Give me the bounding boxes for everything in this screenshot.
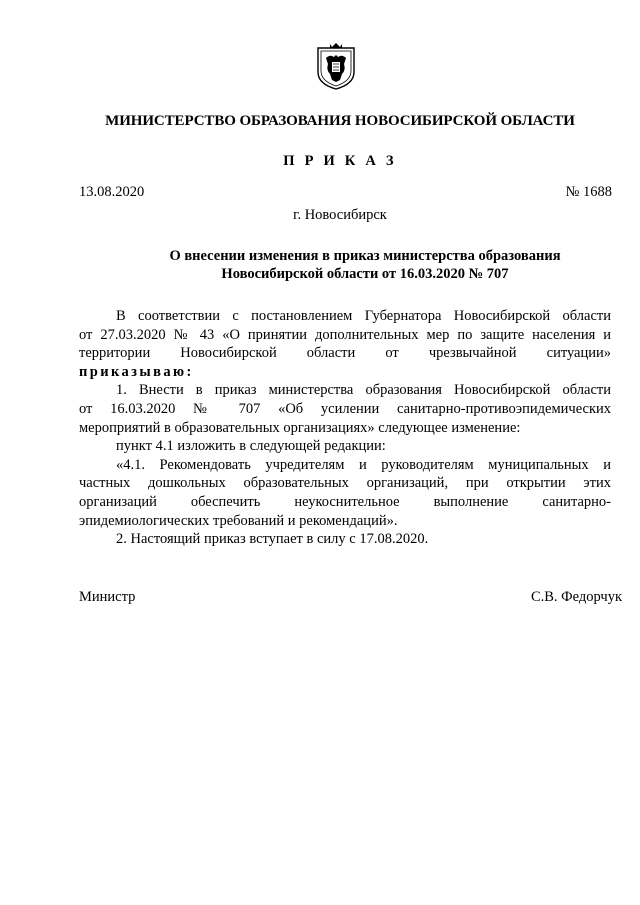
clause-line-1: «4.1. Рекомендовать учредителям и руководителям муниципальных и: [116, 456, 611, 473]
document-body: [79, 307, 611, 549]
signatory-name: С.В. Федорчук: [530, 589, 622, 605]
clause-line-3: организаций обеспечить неукоснительное выполнение санитарно-: [79, 493, 611, 510]
ministry-title: МИНИСТЕРСТВО ОБРАЗОВАНИЯ НОВОСИБИРСКОЙ ОБЛАСТИ: [105, 113, 575, 129]
clause-intro: пункт 4.1 изложить в следующей редакции:: [116, 438, 386, 455]
intro-line-2: от 27.03.2020 № 43 «О принятии дополнительных мер по защите населения и: [79, 326, 611, 343]
item1-line-1: 1. Внести в приказ министерства образования Новосибирской области: [116, 382, 611, 399]
clause-line-2: частных дошкольных образовательных организаций, при открытии этих: [79, 475, 611, 492]
subject-line-2: Новосибирской области от 16.03.2020 № 707: [221, 266, 509, 282]
item1-line-2: от 16.03.2020 № 707 «Об усилении санитарно-противоэпидемических: [79, 400, 611, 417]
document-subject: [150, 247, 580, 283]
document-date: 13.08.2020: [79, 184, 145, 200]
document-city: г. Новосибирск: [293, 207, 387, 223]
signatory-position: Министр: [79, 589, 136, 605]
intro-line-1: В соответствии с постановлением Губернатора Новосибирской области: [116, 308, 611, 324]
document-type: П Р И К А З: [283, 153, 397, 169]
intro-line-3: территории Новосибирской области от чрезвычайной ситуации»: [79, 345, 611, 362]
order-word: приказываю:: [79, 363, 194, 380]
item2-line: 2. Настоящий приказ вступает в силу с 17.08.2020.: [116, 531, 429, 548]
subject-line-1: О внесении изменения в приказ министерства образования: [169, 248, 561, 264]
document-number: № 1688: [565, 184, 612, 200]
item1-line-3: мероприятий в образовательных организациях» следующее изменение:: [79, 419, 521, 436]
novosibirsk-oblast-coat-of-arms-icon: [316, 42, 356, 90]
order-line: [79, 363, 611, 382]
clause-line-4: эпидемиологических требований и рекомендаций».: [79, 512, 398, 529]
